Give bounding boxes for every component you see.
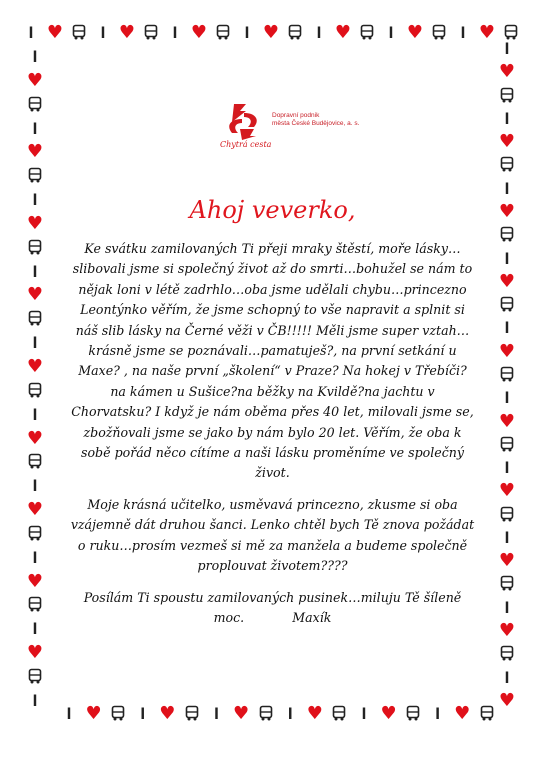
heart-icon: ♥ bbox=[306, 703, 323, 724]
bus-icon bbox=[109, 705, 127, 723]
border-letter-i: I bbox=[504, 527, 510, 547]
bus-icon bbox=[498, 296, 516, 314]
heart-icon: ♥ bbox=[498, 200, 516, 222]
border-letter-i: I bbox=[287, 704, 293, 723]
bus-icon bbox=[26, 310, 44, 328]
letter-body bbox=[70, 195, 475, 628]
heart-icon: ♥ bbox=[26, 141, 44, 163]
heart-icon: ♥ bbox=[26, 355, 44, 377]
border-bottom bbox=[60, 703, 496, 725]
border-letter-i: I bbox=[140, 704, 146, 723]
bus-icon bbox=[498, 366, 516, 384]
bus-icon bbox=[498, 436, 516, 454]
letter-paragraph-1: Ke svátku zamilovaných Ti přeji mraky štěstí, moře lásky…slibovali jsme si společný život až do smrti…bohužel se nám to nějak loni v létě zadrhlo…oba jsme udělali chybu…princezno Leontýnko věřím, že jsme schopný to vše napravit a splnit si náš slib lásky na Černé věži v ČB!!!!! Měli jsme super vztah…krásně jsme se poznávali…pamatuješ?, na první setkání u Maxe? , na naše první „školení“ v Praze? Na hokej v Třebíči? na kámen u Sušice?na běžky na Kvildě?na jachtu v Chorvatsku? I když je nám oběma přes 40 let, milovali jsme se, zbožňovali jsme se jako by nám bylo 20 let. Věřím, že oba k sobě pořád něco cítíme a naši lásku proměníme ve společný život. bbox=[71, 241, 474, 481]
border-letter-i: I bbox=[504, 318, 510, 338]
heart-icon: ♥ bbox=[26, 499, 44, 521]
border-letter-i: I bbox=[504, 458, 510, 478]
heart-icon: ♥ bbox=[498, 689, 516, 711]
logo-caption: Chytrá cesta bbox=[220, 140, 272, 149]
heart-icon: ♥ bbox=[454, 703, 471, 724]
border-letter-i: I bbox=[504, 39, 510, 58]
bus-icon bbox=[26, 453, 44, 471]
border-letter-i: I bbox=[504, 178, 510, 198]
arrows-logo-icon bbox=[220, 100, 266, 140]
border-letter-i: I bbox=[32, 619, 38, 639]
bus-icon bbox=[498, 156, 516, 174]
heart-icon: ♥ bbox=[498, 620, 516, 642]
border-right bbox=[496, 40, 518, 710]
border-letter-i: I bbox=[32, 333, 38, 353]
closing-text: Posílám Ti spoustu zamilovaných pusinek…miluju Tě šíleně moc. bbox=[83, 589, 462, 625]
border-letter-i: I bbox=[316, 23, 322, 42]
heart-icon: ♥ bbox=[26, 427, 44, 449]
heart-icon: ♥ bbox=[85, 703, 102, 724]
border-letter-i: I bbox=[504, 108, 510, 128]
bus-icon bbox=[478, 705, 496, 723]
heart-icon: ♥ bbox=[26, 284, 44, 306]
border-letter-i: I bbox=[172, 23, 178, 42]
border-letter-i: I bbox=[32, 404, 38, 424]
border-letter-i: I bbox=[32, 47, 38, 66]
bus-icon bbox=[26, 668, 44, 686]
bus-icon bbox=[257, 705, 275, 723]
border-letter-i: I bbox=[66, 704, 72, 723]
heart-icon: ♥ bbox=[406, 22, 424, 43]
heart-icon: ♥ bbox=[498, 270, 516, 292]
logo-company-line1: Dopravní podnik bbox=[272, 112, 320, 119]
bus-icon bbox=[498, 645, 516, 663]
heart-icon: ♥ bbox=[26, 212, 44, 234]
border-letter-i: I bbox=[388, 23, 394, 42]
border-letter-i: I bbox=[460, 23, 466, 42]
heart-icon: ♥ bbox=[159, 703, 176, 724]
border-letter-i: I bbox=[32, 690, 38, 710]
border-letter-i: I bbox=[32, 547, 38, 567]
border-letter-i: I bbox=[32, 118, 38, 138]
logo-company-name bbox=[272, 112, 382, 128]
bus-icon bbox=[358, 24, 376, 42]
bus-icon bbox=[26, 525, 44, 543]
heart-icon: ♥ bbox=[46, 22, 64, 43]
heart-icon: ♥ bbox=[478, 22, 496, 43]
signature: Maxík bbox=[292, 609, 332, 625]
bus-icon bbox=[26, 167, 44, 185]
heart-icon: ♥ bbox=[498, 410, 516, 432]
bus-icon bbox=[70, 24, 88, 42]
border-letter-i: I bbox=[32, 190, 38, 210]
border-letter-i: I bbox=[100, 23, 106, 42]
border-letter-i: I bbox=[504, 667, 510, 687]
heart-icon: ♥ bbox=[498, 340, 516, 362]
letter-closing bbox=[70, 588, 475, 629]
heart-icon: ♥ bbox=[26, 570, 44, 592]
bus-icon bbox=[430, 24, 448, 42]
border-letter-i: I bbox=[32, 476, 38, 496]
bus-icon bbox=[214, 24, 232, 42]
heart-icon: ♥ bbox=[26, 69, 44, 91]
bus-icon bbox=[26, 239, 44, 257]
border-letter-i: I bbox=[214, 704, 219, 723]
bus-icon bbox=[330, 705, 348, 723]
border-letter-i: I bbox=[32, 261, 38, 281]
bus-icon bbox=[498, 87, 516, 105]
border-letter-i: I bbox=[361, 704, 367, 723]
border-letter-i: I bbox=[435, 704, 441, 723]
logo-company-line2: města České Budějovice, a. s. bbox=[272, 120, 360, 127]
bus-icon bbox=[404, 705, 422, 723]
border-letter-i: I bbox=[504, 248, 510, 268]
heart-icon: ♥ bbox=[498, 550, 516, 572]
heart-icon: ♥ bbox=[262, 22, 280, 43]
heart-icon: ♥ bbox=[232, 703, 250, 724]
bus-icon bbox=[498, 575, 516, 593]
border-letter-i: I bbox=[244, 23, 250, 42]
heart-icon: ♥ bbox=[118, 22, 136, 43]
letter-paragraph-2: Moje krásná učitelko, usměvavá princezno, zkusme si oba vzájemně dát druhou šanci. Lenko chtěl bych Tě znova požádat o ruku…prosím vezmeš si mě za manžela a budeme společně proplouvat životem???? bbox=[70, 496, 475, 574]
heart-icon: ♥ bbox=[498, 61, 516, 83]
heart-icon: ♥ bbox=[498, 480, 516, 502]
heart-icon: ♥ bbox=[334, 22, 352, 43]
bus-icon bbox=[26, 596, 44, 614]
border-letter-i: I bbox=[504, 388, 510, 408]
heart-icon: ♥ bbox=[190, 22, 208, 43]
border-left bbox=[24, 48, 46, 710]
company-logo bbox=[220, 100, 380, 156]
bus-icon bbox=[26, 382, 44, 400]
bus-icon bbox=[498, 506, 516, 524]
bus-icon bbox=[498, 226, 516, 244]
bus-icon bbox=[26, 96, 44, 114]
heart-icon: ♥ bbox=[498, 131, 516, 153]
heart-icon: ♥ bbox=[26, 642, 44, 664]
border-letter-i: I bbox=[28, 23, 34, 42]
border-top bbox=[22, 22, 520, 44]
heart-icon: ♥ bbox=[380, 703, 397, 724]
letter-greeting: Ahoj veverko, bbox=[189, 196, 356, 224]
bus-icon bbox=[183, 705, 201, 723]
bus-icon bbox=[286, 24, 304, 42]
bus-icon bbox=[142, 24, 160, 42]
border-letter-i: I bbox=[504, 597, 510, 617]
